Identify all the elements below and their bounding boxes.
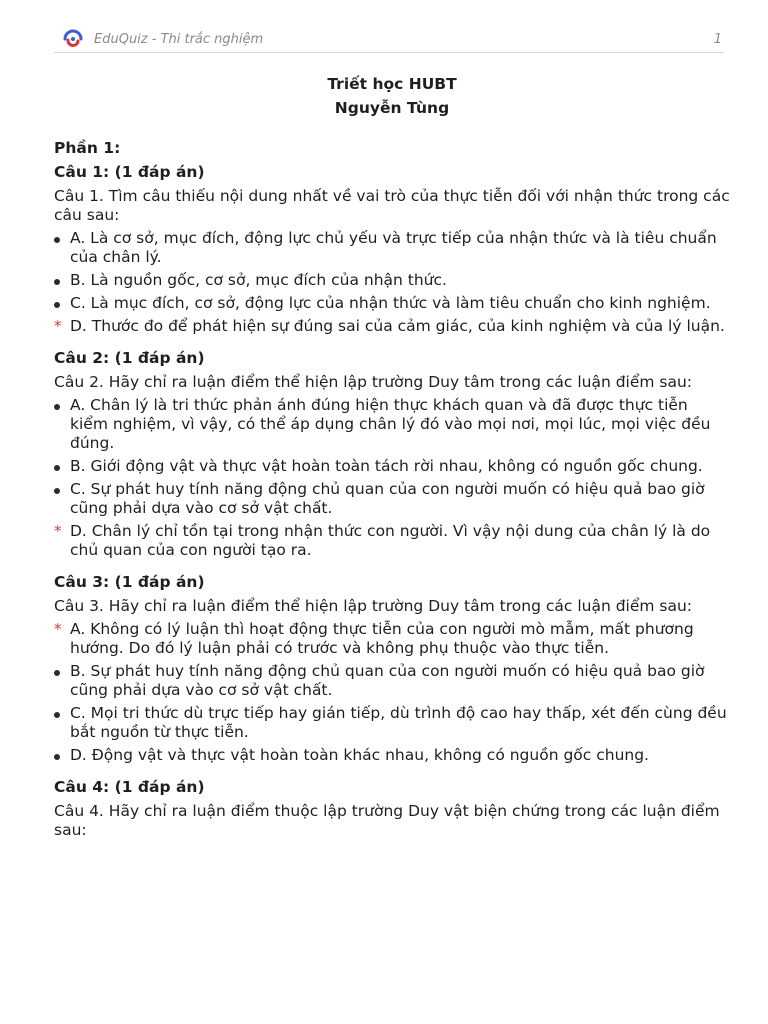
question-text: Câu 3. Hãy chỉ ra luận điểm thể hiện lập trường Duy tâm trong các luận điểm sau: bbox=[54, 597, 693, 615]
question-heading: Câu 4: (1 đáp án) bbox=[54, 778, 205, 796]
question-heading: Câu 1: (1 đáp án) bbox=[54, 163, 205, 181]
option-text: B. Sự phát huy tính năng động chủ quan của con người muốn có hiệu quả bao giờ cũng phải dựa vào cơ sở vật chất. bbox=[70, 662, 705, 699]
answer-option bbox=[54, 317, 730, 336]
option-text: A. Không có lý luận thì hoạt động thực tiễn của con người mò mẫm, mất phương hướng. Do đó lý luận phải có trước và không phụ thuộc vào thực tiễn. bbox=[70, 620, 694, 657]
question-text: Câu 2. Hãy chỉ ra luận điểm thể hiện lập trường Duy tâm trong các luận điểm sau: bbox=[54, 373, 693, 391]
bullet-icon bbox=[54, 457, 66, 476]
answer-option bbox=[54, 480, 730, 518]
page-number: 1 bbox=[713, 31, 722, 47]
answer-option bbox=[54, 457, 730, 476]
eduquiz-logo-icon bbox=[62, 28, 84, 50]
answer-option bbox=[54, 662, 730, 700]
option-text: A. Chân lý là tri thức phản ánh đúng hiện thực khách quan và đã được thực tiễn kiểm nghiệm, vì vậy, có thể áp dụng chân lý đó vào mọi nơi, mọi lúc, mọi việc đều đúng. bbox=[70, 396, 711, 452]
title-block bbox=[54, 72, 730, 120]
bullet-icon bbox=[54, 704, 66, 723]
question-block bbox=[54, 346, 730, 560]
question-list bbox=[54, 160, 730, 840]
question-text: Câu 1. Tìm câu thiếu nội dung nhất về vai trò của thực tiễn đối với nhận thức trong các câu sau: bbox=[54, 187, 730, 224]
answer-option bbox=[54, 396, 730, 453]
question-block bbox=[54, 570, 730, 765]
option-text: B. Giới động vật và thực vật hoàn toàn tách rời nhau, không có nguồn gốc chung. bbox=[70, 457, 703, 475]
option-text: C. Là mục đích, cơ sở, động lực của nhận thức và làm tiêu chuẩn cho kinh nghiệm. bbox=[70, 294, 711, 312]
option-list bbox=[54, 396, 730, 560]
answer-option bbox=[54, 522, 730, 560]
answer-option bbox=[54, 229, 730, 267]
correct-answer-star-icon: * bbox=[54, 522, 62, 540]
bullet-icon bbox=[54, 746, 66, 765]
answer-option bbox=[54, 294, 730, 313]
header-brand: EduQuiz - Thi trắc nghiệm bbox=[94, 31, 264, 47]
answer-option bbox=[54, 746, 730, 765]
answer-option bbox=[54, 271, 730, 290]
section-title: Phần 1: bbox=[54, 139, 121, 157]
answer-option bbox=[54, 620, 730, 658]
correct-answer-star-icon: * bbox=[54, 620, 62, 638]
answer-option bbox=[54, 704, 730, 742]
question-block bbox=[54, 775, 730, 840]
option-text: C. Mọi tri thức dù trực tiếp hay gián tiếp, dù trình độ cao hay thấp, xét đến cùng đều bắt nguồn từ thực tiễn. bbox=[70, 704, 727, 741]
page-header bbox=[54, 26, 724, 53]
question-heading: Câu 2: (1 đáp án) bbox=[54, 349, 205, 367]
question-heading: Câu 3: (1 đáp án) bbox=[54, 573, 205, 591]
document-author: Nguyễn Tùng bbox=[334, 99, 450, 117]
document-title: Triết học HUBT bbox=[327, 75, 457, 93]
bullet-icon bbox=[54, 396, 66, 415]
bullet-icon bbox=[54, 480, 66, 499]
option-text: D. Thước đo để phát hiện sự đúng sai của cảm giác, của kinh nghiệm và của lý luận. bbox=[70, 317, 725, 335]
option-text: B. Là nguồn gốc, cơ sở, mục đích của nhận thức. bbox=[70, 271, 447, 289]
question-block bbox=[54, 160, 730, 336]
option-text: D. Chân lý chỉ tồn tại trong nhận thức con người. Vì vậy nội dung của chân lý là do chủ quan của con người tạo ra. bbox=[70, 522, 711, 559]
option-text: D. Động vật và thực vật hoàn toàn khác nhau, không có nguồn gốc chung. bbox=[70, 746, 649, 764]
bullet-icon bbox=[54, 229, 66, 248]
option-text: A. Là cơ sở, mục đích, động lực chủ yếu và trực tiếp của nhận thức và là tiêu chuẩn của chân lý. bbox=[70, 229, 717, 266]
bullet-icon bbox=[54, 294, 66, 313]
option-list bbox=[54, 229, 730, 336]
document-body bbox=[54, 72, 730, 850]
question-text: Câu 4. Hãy chỉ ra luận điểm thuộc lập trường Duy vật biện chứng trong các luận điểm sau: bbox=[54, 802, 720, 839]
option-list bbox=[54, 620, 730, 765]
option-text: C. Sự phát huy tính năng động chủ quan của con người muốn có hiệu quả bao giờ cũng phải dựa vào cơ sở vật chất. bbox=[70, 480, 705, 517]
bullet-icon bbox=[54, 271, 66, 290]
correct-answer-star-icon: * bbox=[54, 317, 62, 335]
bullet-icon bbox=[54, 662, 66, 681]
